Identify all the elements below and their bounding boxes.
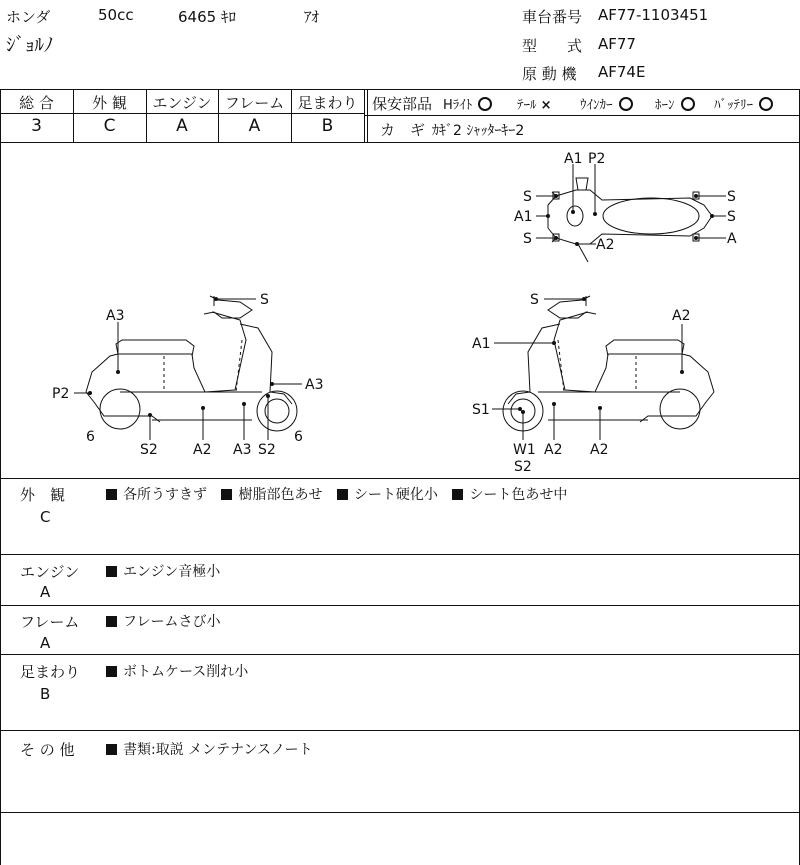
maker: ホンダ (6, 8, 51, 26)
circle-icon (478, 97, 492, 111)
note-frame-grade: A (40, 634, 51, 652)
top-label-a: A (727, 231, 737, 247)
model-name: ｼﾞｮﾙﾉ (6, 34, 54, 56)
left-label-6-2: 6 (294, 429, 303, 445)
safety-label: 保安部品 (372, 95, 433, 113)
left-label-6: 6 (86, 429, 95, 445)
note-engine-label: エンジン (20, 563, 80, 581)
top-label-a2: A2 (596, 237, 615, 253)
right-label-a2: A2 (672, 308, 691, 324)
grade-suspension: B (321, 116, 334, 136)
square-bullet-icon (221, 489, 232, 500)
square-bullet-icon (452, 489, 463, 500)
safety-winker: ｳｲﾝｶｰ (580, 94, 633, 113)
grade-engine: A (176, 116, 188, 136)
frame-no: AF77-1103451 (598, 6, 709, 24)
right-label-s2: S2 (514, 459, 532, 475)
note-engine-grade: A (40, 583, 51, 601)
note-exterior-grade: C (40, 508, 51, 526)
frame-no-label: 車台番号 (522, 8, 583, 26)
safety-horn: ﾎｰﾝ (655, 94, 695, 113)
note-exterior-items: 各所うすきず 樹脂部色あせ シート硬化小 シート色あせ中 (106, 484, 577, 504)
square-bullet-icon (106, 666, 117, 677)
engine-value: AF74E (598, 63, 646, 81)
grade-exterior: C (103, 116, 116, 136)
left-label-a2: A2 (193, 442, 212, 458)
right-label-s: S (530, 292, 539, 308)
note-exterior-label: 外 観 (20, 486, 66, 504)
note-other-label: そ の 他 (20, 741, 75, 759)
grade-header-exterior: 外 観 (92, 94, 127, 112)
left-label-p2: P2 (52, 386, 70, 402)
left-label-a3: A3 (106, 308, 125, 324)
note-other-items: 書類:取説 メンテナンスノート (106, 739, 323, 759)
displacement: 50cc (98, 6, 134, 24)
circle-icon (681, 97, 695, 111)
right-label-s1: S1 (472, 402, 490, 418)
top-label-s-1: S (523, 189, 532, 205)
left-label-a3-3: A3 (233, 442, 252, 458)
top-label-s-3: S (727, 189, 736, 205)
note-engine-items: エンジン音極小 (106, 561, 230, 581)
key-value: ｶｷﾞ2 ｼｬｯﾀｰｷｰ2 (432, 123, 525, 139)
top-label-a1: A1 (564, 151, 583, 167)
damage-diagram (0, 143, 800, 477)
square-bullet-icon (106, 566, 117, 577)
note-suspension-items: ボトムケース削れ小 (106, 661, 258, 681)
grade-overall: 3 (31, 116, 42, 136)
top-label-a1-2: A1 (514, 209, 533, 225)
left-label-a3-2: A3 (305, 377, 324, 393)
square-bullet-icon (106, 616, 117, 627)
safety-taillight: ﾃｰﾙ × (517, 98, 552, 113)
note-suspension-grade: B (40, 685, 51, 703)
top-label-s-2: S (523, 231, 532, 247)
mileage: 6465 ｷﾛ (178, 8, 236, 26)
square-bullet-icon (106, 744, 117, 755)
color: ｱｵ (304, 8, 320, 26)
left-label-s2-2: S2 (258, 442, 276, 458)
left-label-s: S (260, 292, 269, 308)
right-label-a2-2: A2 (544, 442, 563, 458)
type-value: AF77 (598, 35, 636, 53)
safety-headlight: Hﾗｲﾄ (443, 94, 492, 113)
note-frame-items: フレームさび小 (106, 611, 230, 631)
right-label-w1: W1 (513, 442, 536, 458)
grade-header-overall: 総 合 (19, 94, 54, 112)
top-label-p2: P2 (588, 151, 606, 167)
key-label: カ ギ (380, 121, 426, 139)
type-label: 型 式 (522, 37, 583, 55)
grade-header-frame: フレーム (224, 94, 285, 112)
right-label-a2-3: A2 (590, 442, 609, 458)
note-suspension-label: 足まわり (20, 663, 81, 681)
square-bullet-icon (106, 489, 117, 500)
circle-icon (759, 97, 773, 111)
circle-icon (619, 97, 633, 111)
left-label-s2: S2 (140, 442, 158, 458)
grade-frame: A (248, 116, 261, 136)
square-bullet-icon (337, 489, 348, 500)
grade-header-suspension: 足まわり (297, 94, 358, 112)
engine-label: 原 動 機 (522, 65, 577, 83)
safety-battery: ﾊﾞｯﾃﾘｰ (714, 94, 773, 113)
grade-header-engine: エンジン (152, 94, 212, 112)
cross-icon: × (540, 98, 552, 113)
right-label-a1: A1 (472, 336, 491, 352)
top-label-s-4: S (727, 209, 736, 225)
note-frame-label: フレーム (20, 613, 80, 631)
